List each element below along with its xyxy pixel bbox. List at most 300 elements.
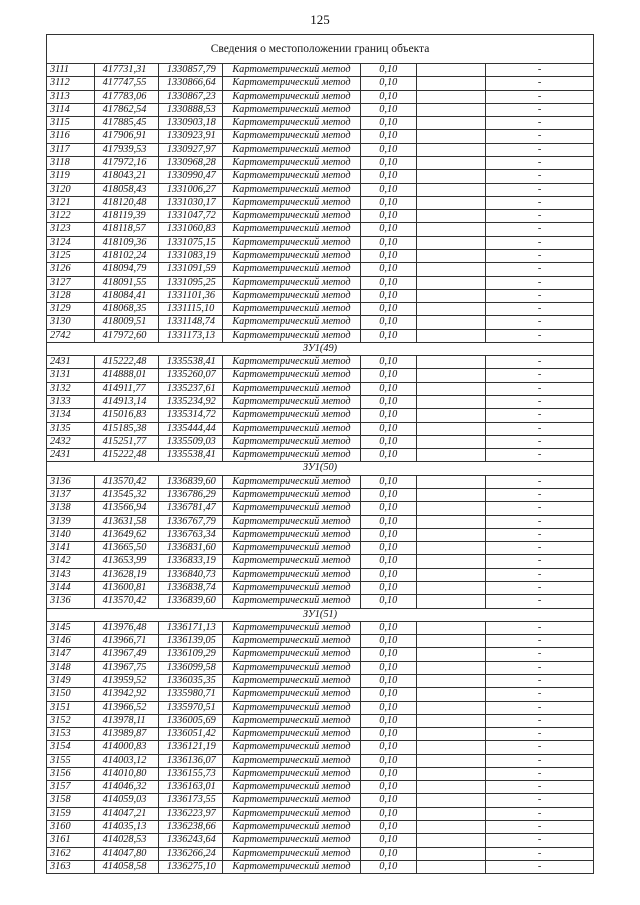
- extra-cell: [416, 648, 485, 661]
- point-number: 3128: [47, 289, 95, 302]
- coordinate-x: 418120,48: [94, 196, 158, 209]
- table-row: [47, 807, 594, 820]
- point-number: 3121: [47, 196, 95, 209]
- extra-cell: [416, 396, 485, 409]
- extra-cell: [416, 170, 485, 183]
- point-number: 3136: [47, 595, 95, 608]
- coordinate-y: 1331060,83: [158, 223, 222, 236]
- point-number: 3148: [47, 661, 95, 674]
- description-cell: -: [486, 834, 594, 847]
- method-cell: Картометрический метод: [223, 223, 361, 236]
- point-number: 3132: [47, 382, 95, 395]
- description-cell: -: [486, 329, 594, 342]
- table-row: [47, 64, 594, 77]
- description-cell: -: [486, 821, 594, 834]
- coordinate-x: 417862,54: [94, 103, 158, 116]
- accuracy-cell: 0,10: [360, 276, 416, 289]
- coordinate-y: 1330867,23: [158, 90, 222, 103]
- accuracy-cell: 0,10: [360, 595, 416, 608]
- point-number: 3159: [47, 807, 95, 820]
- point-number: 3135: [47, 422, 95, 435]
- table-row: [47, 316, 594, 329]
- description-cell: -: [486, 568, 594, 581]
- coordinate-y: 1335980,71: [158, 688, 222, 701]
- section-label: ЗУ1(51): [47, 608, 594, 621]
- coordinate-y: 1330903,18: [158, 117, 222, 130]
- table-row: [47, 542, 594, 555]
- accuracy-cell: 0,10: [360, 661, 416, 674]
- table-row: [47, 263, 594, 276]
- description-cell: -: [486, 781, 594, 794]
- coordinate-y: 1330990,47: [158, 170, 222, 183]
- coordinate-x: 418068,35: [94, 303, 158, 316]
- extra-cell: [416, 568, 485, 581]
- description-cell: -: [486, 714, 594, 727]
- coordinate-x: 418109,36: [94, 236, 158, 249]
- method-cell: Картометрический метод: [223, 741, 361, 754]
- accuracy-cell: 0,10: [360, 489, 416, 502]
- extra-cell: [416, 382, 485, 395]
- coordinate-y: 1331083,19: [158, 249, 222, 262]
- accuracy-cell: 0,10: [360, 143, 416, 156]
- accuracy-cell: 0,10: [360, 621, 416, 634]
- method-cell: Картометрический метод: [223, 329, 361, 342]
- method-cell: Картометрический метод: [223, 117, 361, 130]
- extra-cell: [416, 316, 485, 329]
- description-cell: -: [486, 435, 594, 448]
- extra-cell: [416, 741, 485, 754]
- accuracy-cell: 0,10: [360, 648, 416, 661]
- coordinate-x: 414003,12: [94, 754, 158, 767]
- point-number: 3116: [47, 130, 95, 143]
- coordinate-x: 415222,48: [94, 449, 158, 462]
- description-cell: -: [486, 196, 594, 209]
- section-label: ЗУ1(50): [47, 462, 594, 475]
- table-row: [47, 117, 594, 130]
- description-cell: -: [486, 396, 594, 409]
- table-row: [47, 860, 594, 873]
- description-cell: -: [486, 103, 594, 116]
- method-cell: Картометрический метод: [223, 276, 361, 289]
- accuracy-cell: 0,10: [360, 263, 416, 276]
- extra-cell: [416, 475, 485, 488]
- accuracy-cell: 0,10: [360, 515, 416, 528]
- point-number: 3115: [47, 117, 95, 130]
- description-cell: -: [486, 674, 594, 687]
- extra-cell: [416, 860, 485, 873]
- method-cell: Картометрический метод: [223, 515, 361, 528]
- point-number: 2431: [47, 356, 95, 369]
- method-cell: Картометрический метод: [223, 316, 361, 329]
- point-number: 3137: [47, 489, 95, 502]
- point-number: 3143: [47, 568, 95, 581]
- table-row: [47, 170, 594, 183]
- coordinate-x: 417972,16: [94, 156, 158, 169]
- description-cell: -: [486, 449, 594, 462]
- coordinate-y: 1336136,07: [158, 754, 222, 767]
- coordinate-x: 418091,55: [94, 276, 158, 289]
- coordinate-x: 413649,62: [94, 528, 158, 541]
- extra-cell: [416, 595, 485, 608]
- method-cell: Картометрический метод: [223, 767, 361, 780]
- table-row: [47, 130, 594, 143]
- method-cell: Картометрический метод: [223, 635, 361, 648]
- table-row: [47, 422, 594, 435]
- extra-cell: [416, 834, 485, 847]
- table-row: [47, 210, 594, 223]
- method-cell: Картометрический метод: [223, 528, 361, 541]
- coordinate-x: 413600,81: [94, 581, 158, 594]
- extra-cell: [416, 422, 485, 435]
- point-number: 3163: [47, 860, 95, 873]
- section-row: [47, 608, 594, 621]
- point-number: 3127: [47, 276, 95, 289]
- coordinate-x: 417731,31: [94, 64, 158, 77]
- table-row: [47, 581, 594, 594]
- coordinate-x: 413545,32: [94, 489, 158, 502]
- coordinate-y: 1331101,36: [158, 289, 222, 302]
- coordinate-x: 413966,52: [94, 701, 158, 714]
- coordinate-x: 418009,51: [94, 316, 158, 329]
- accuracy-cell: 0,10: [360, 382, 416, 395]
- accuracy-cell: 0,10: [360, 794, 416, 807]
- coordinate-y: 1335444,44: [158, 422, 222, 435]
- method-cell: Картометрический метод: [223, 821, 361, 834]
- coordinate-y: 1336840,73: [158, 568, 222, 581]
- method-cell: Картометрический метод: [223, 249, 361, 262]
- description-cell: -: [486, 767, 594, 780]
- accuracy-cell: 0,10: [360, 64, 416, 77]
- coordinate-x: 415185,38: [94, 422, 158, 435]
- point-number: 3136: [47, 475, 95, 488]
- coordinate-x: 414888,01: [94, 369, 158, 382]
- description-cell: -: [486, 635, 594, 648]
- description-cell: -: [486, 77, 594, 90]
- table-row: [47, 103, 594, 116]
- table-row: [47, 714, 594, 727]
- method-cell: Картометрический метод: [223, 422, 361, 435]
- method-cell: Картометрический метод: [223, 263, 361, 276]
- accuracy-cell: 0,10: [360, 449, 416, 462]
- method-cell: Картометрический метод: [223, 781, 361, 794]
- coordinate-y: 1330888,53: [158, 103, 222, 116]
- section-row: [47, 342, 594, 355]
- method-cell: Картометрический метод: [223, 103, 361, 116]
- coordinate-x: 417939,53: [94, 143, 158, 156]
- coordinate-x: 413665,50: [94, 542, 158, 555]
- section-label: ЗУ1(49): [47, 342, 594, 355]
- method-cell: Картометрический метод: [223, 542, 361, 555]
- extra-cell: [416, 489, 485, 502]
- method-cell: Картометрический метод: [223, 369, 361, 382]
- coordinate-x: 418043,21: [94, 170, 158, 183]
- accuracy-cell: 0,10: [360, 847, 416, 860]
- extra-cell: [416, 635, 485, 648]
- coordinate-y: 1336173,55: [158, 794, 222, 807]
- accuracy-cell: 0,10: [360, 90, 416, 103]
- table-row: [47, 568, 594, 581]
- table-row: [47, 635, 594, 648]
- point-number: 3160: [47, 821, 95, 834]
- coordinate-y: 1331148,74: [158, 316, 222, 329]
- description-cell: -: [486, 316, 594, 329]
- accuracy-cell: 0,10: [360, 728, 416, 741]
- extra-cell: [416, 435, 485, 448]
- coordinate-y: 1336035,35: [158, 674, 222, 687]
- table-row: [47, 741, 594, 754]
- description-cell: -: [486, 515, 594, 528]
- coordinate-y: 1336163,01: [158, 781, 222, 794]
- table-row: [47, 728, 594, 741]
- point-number: 3141: [47, 542, 95, 555]
- accuracy-cell: 0,10: [360, 767, 416, 780]
- accuracy-cell: 0,10: [360, 409, 416, 422]
- accuracy-cell: 0,10: [360, 183, 416, 196]
- method-cell: Картометрический метод: [223, 661, 361, 674]
- method-cell: Картометрический метод: [223, 860, 361, 873]
- point-number: 3158: [47, 794, 95, 807]
- table-row: [47, 701, 594, 714]
- coordinate-x: 413989,87: [94, 728, 158, 741]
- coordinate-x: 413967,75: [94, 661, 158, 674]
- table-row: [47, 276, 594, 289]
- point-number: 3114: [47, 103, 95, 116]
- accuracy-cell: 0,10: [360, 528, 416, 541]
- coordinate-x: 414911,77: [94, 382, 158, 395]
- table-row: [47, 449, 594, 462]
- method-cell: Картометрический метод: [223, 77, 361, 90]
- method-cell: Картометрический метод: [223, 489, 361, 502]
- method-cell: Картометрический метод: [223, 170, 361, 183]
- extra-cell: [416, 223, 485, 236]
- description-cell: -: [486, 143, 594, 156]
- table-row: [47, 794, 594, 807]
- description-cell: -: [486, 728, 594, 741]
- description-cell: -: [486, 807, 594, 820]
- accuracy-cell: 0,10: [360, 130, 416, 143]
- coordinate-x: 413653,99: [94, 555, 158, 568]
- coordinate-x: 418094,79: [94, 263, 158, 276]
- accuracy-cell: 0,10: [360, 807, 416, 820]
- table-row: [47, 661, 594, 674]
- coordinate-x: 414913,14: [94, 396, 158, 409]
- coordinate-y: 1335314,72: [158, 409, 222, 422]
- extra-cell: [416, 156, 485, 169]
- description-cell: -: [486, 754, 594, 767]
- method-cell: Картометрический метод: [223, 568, 361, 581]
- method-cell: Картометрический метод: [223, 621, 361, 634]
- coordinate-y: 1336243,64: [158, 834, 222, 847]
- method-cell: Картометрический метод: [223, 356, 361, 369]
- table-body: [47, 35, 594, 874]
- description-cell: -: [486, 117, 594, 130]
- accuracy-cell: 0,10: [360, 834, 416, 847]
- extra-cell: [416, 767, 485, 780]
- point-number: 3123: [47, 223, 95, 236]
- extra-cell: [416, 249, 485, 262]
- point-number: 3155: [47, 754, 95, 767]
- method-cell: Картометрический метод: [223, 701, 361, 714]
- extra-cell: [416, 661, 485, 674]
- coordinate-x: 414058,58: [94, 860, 158, 873]
- table-row: [47, 688, 594, 701]
- extra-cell: [416, 701, 485, 714]
- accuracy-cell: 0,10: [360, 581, 416, 594]
- extra-cell: [416, 77, 485, 90]
- table-row: [47, 754, 594, 767]
- table-row: [47, 781, 594, 794]
- table-row: [47, 674, 594, 687]
- description-cell: -: [486, 581, 594, 594]
- accuracy-cell: 0,10: [360, 568, 416, 581]
- coordinate-x: 415251,77: [94, 435, 158, 448]
- extra-cell: [416, 688, 485, 701]
- extra-cell: [416, 276, 485, 289]
- point-number: 3157: [47, 781, 95, 794]
- description-cell: -: [486, 223, 594, 236]
- coordinate-y: 1330923,91: [158, 130, 222, 143]
- description-cell: -: [486, 90, 594, 103]
- description-cell: -: [486, 555, 594, 568]
- extra-cell: [416, 143, 485, 156]
- table-row: [47, 502, 594, 515]
- accuracy-cell: 0,10: [360, 396, 416, 409]
- coordinate-y: 1336767,79: [158, 515, 222, 528]
- method-cell: Картометрический метод: [223, 807, 361, 820]
- coordinate-y: 1336781,47: [158, 502, 222, 515]
- coordinate-y: 1331047,72: [158, 210, 222, 223]
- description-cell: -: [486, 156, 594, 169]
- description-cell: -: [486, 489, 594, 502]
- coordinate-y: 1331091,59: [158, 263, 222, 276]
- accuracy-cell: 0,10: [360, 156, 416, 169]
- coordinate-x: 417972,60: [94, 329, 158, 342]
- table-row: [47, 329, 594, 342]
- description-cell: -: [486, 595, 594, 608]
- coordinate-x: 414000,83: [94, 741, 158, 754]
- description-cell: -: [486, 860, 594, 873]
- extra-cell: [416, 821, 485, 834]
- accuracy-cell: 0,10: [360, 674, 416, 687]
- accuracy-cell: 0,10: [360, 303, 416, 316]
- accuracy-cell: 0,10: [360, 170, 416, 183]
- method-cell: Картометрический метод: [223, 754, 361, 767]
- extra-cell: [416, 103, 485, 116]
- extra-cell: [416, 409, 485, 422]
- coordinate-x: 413942,92: [94, 688, 158, 701]
- point-number: 3142: [47, 555, 95, 568]
- point-number: 3122: [47, 210, 95, 223]
- table-row: [47, 196, 594, 209]
- accuracy-cell: 0,10: [360, 356, 416, 369]
- coordinate-x: 413570,42: [94, 595, 158, 608]
- description-cell: -: [486, 621, 594, 634]
- extra-cell: [416, 289, 485, 302]
- point-number: 3162: [47, 847, 95, 860]
- coordinate-x: 414028,53: [94, 834, 158, 847]
- coordinate-x: 413628,19: [94, 568, 158, 581]
- method-cell: Картометрический метод: [223, 409, 361, 422]
- coordinate-y: 1336839,60: [158, 595, 222, 608]
- extra-cell: [416, 794, 485, 807]
- coordinate-x: 414035,13: [94, 821, 158, 834]
- coordinate-x: 414047,80: [94, 847, 158, 860]
- point-number: 3131: [47, 369, 95, 382]
- coordinate-y: 1331095,25: [158, 276, 222, 289]
- point-number: 3151: [47, 701, 95, 714]
- method-cell: Картометрический метод: [223, 156, 361, 169]
- description-cell: -: [486, 289, 594, 302]
- coordinate-x: 418102,24: [94, 249, 158, 262]
- coordinate-y: 1335260,07: [158, 369, 222, 382]
- coordinate-x: 417885,45: [94, 117, 158, 130]
- point-number: 3154: [47, 741, 95, 754]
- coordinate-y: 1336139,05: [158, 635, 222, 648]
- extra-cell: [416, 555, 485, 568]
- coordinate-x: 414047,21: [94, 807, 158, 820]
- table-row: [47, 821, 594, 834]
- accuracy-cell: 0,10: [360, 860, 416, 873]
- table-row: [47, 515, 594, 528]
- boundary-coordinates-table: [46, 34, 594, 874]
- table-row: [47, 409, 594, 422]
- extra-cell: [416, 515, 485, 528]
- coordinate-y: 1336121,19: [158, 741, 222, 754]
- method-cell: Картометрический метод: [223, 794, 361, 807]
- coordinate-x: 418118,57: [94, 223, 158, 236]
- extra-cell: [416, 369, 485, 382]
- method-cell: Картометрический метод: [223, 183, 361, 196]
- point-number: 3130: [47, 316, 95, 329]
- table-row: [47, 183, 594, 196]
- coordinate-x: 413967,49: [94, 648, 158, 661]
- point-number: 3138: [47, 502, 95, 515]
- point-number: 3134: [47, 409, 95, 422]
- coordinate-y: 1331006,27: [158, 183, 222, 196]
- accuracy-cell: 0,10: [360, 236, 416, 249]
- accuracy-cell: 0,10: [360, 741, 416, 754]
- coordinate-y: 1336238,66: [158, 821, 222, 834]
- description-cell: -: [486, 542, 594, 555]
- point-number: 3139: [47, 515, 95, 528]
- accuracy-cell: 0,10: [360, 555, 416, 568]
- point-number: 3119: [47, 170, 95, 183]
- method-cell: Картометрический метод: [223, 688, 361, 701]
- coordinate-x: 413976,48: [94, 621, 158, 634]
- accuracy-cell: 0,10: [360, 329, 416, 342]
- coordinate-y: 1336223,97: [158, 807, 222, 820]
- description-cell: -: [486, 236, 594, 249]
- table-row: [47, 249, 594, 262]
- table-row: [47, 767, 594, 780]
- accuracy-cell: 0,10: [360, 117, 416, 130]
- extra-cell: [416, 581, 485, 594]
- table-row: [47, 143, 594, 156]
- description-cell: -: [486, 263, 594, 276]
- method-cell: Картометрический метод: [223, 728, 361, 741]
- page-number: 125: [310, 12, 330, 27]
- point-number: 3156: [47, 767, 95, 780]
- coordinate-x: 413570,42: [94, 475, 158, 488]
- coordinate-x: 413966,71: [94, 635, 158, 648]
- method-cell: Картометрический метод: [223, 674, 361, 687]
- method-cell: Картометрический метод: [223, 196, 361, 209]
- coordinate-y: 1335509,03: [158, 435, 222, 448]
- coordinate-y: 1336266,24: [158, 847, 222, 860]
- coordinate-y: 1330857,79: [158, 64, 222, 77]
- coordinate-y: 1336099,58: [158, 661, 222, 674]
- accuracy-cell: 0,10: [360, 475, 416, 488]
